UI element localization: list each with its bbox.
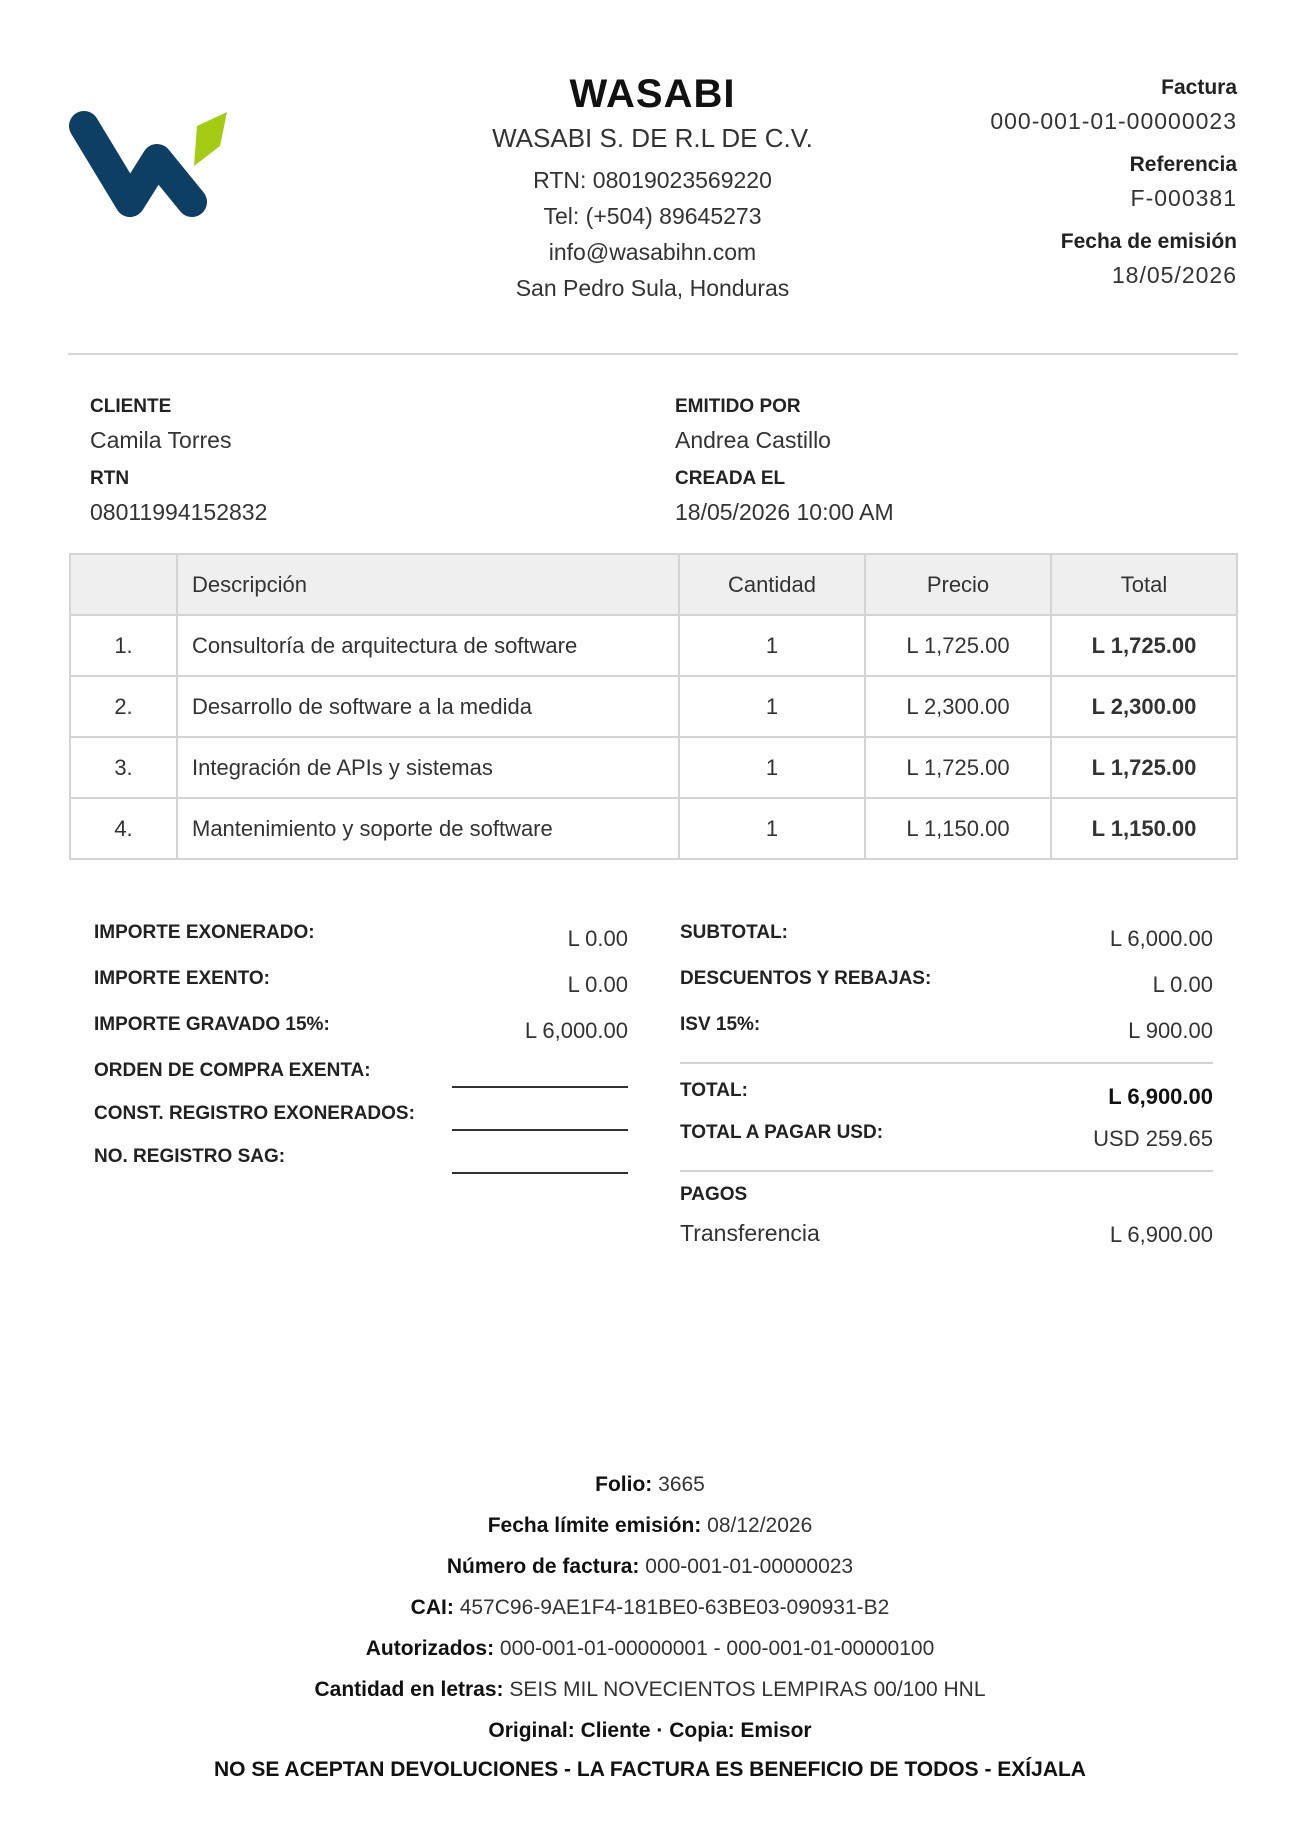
cantidad-letras-label: Cantidad en letras: [314,1678,504,1701]
referencia-value: F-000381 [1130,185,1237,211]
row-number: 3. [70,737,177,798]
total-row [680,1076,1213,1118]
cai-line [0,1587,1300,1628]
creada-value: 18/05/2026 10:00 AM [675,499,894,525]
client-rtn-value: 08011994152832 [90,499,268,525]
cai-value: 457C96-9AE1F4-181BE0-63BE03-090931-B2 [459,1596,890,1619]
client-block [90,396,590,540]
row-total: L 1,150.00 [1051,798,1237,859]
importe-exonerado-value: L 0.00 [567,926,628,951]
isv-label: ISV 15%: [680,1014,761,1035]
importe-gravado-value: L 6,000.00 [524,1018,628,1043]
header-total: Total [1051,554,1237,615]
row-total: L 1,725.00 [1051,737,1237,798]
row-description: Consultoría de arquitectura de software [177,615,679,676]
cliente-value: Camila Torres [90,427,232,453]
pagos-divider [680,1170,1213,1172]
payment-method: Transferencia [680,1220,820,1246]
header-divider [68,353,1238,355]
row-quantity: 1 [679,615,865,676]
wasabi-logo [62,104,232,224]
row-number: 4. [70,798,177,859]
company-rtn: RTN: 08019023569220 [533,167,772,193]
isv-value: L 900.00 [1128,1018,1213,1043]
autorizados-value: 000-001-01-00000001 - 000-001-01-00000100 [499,1637,935,1660]
numero-factura-line [0,1546,1300,1587]
invoice-footer [0,1464,1300,1789]
folio-label: Folio: [595,1473,653,1496]
registro-sag-label: NO. REGISTRO SAG: [94,1146,286,1167]
issuer-block [675,396,1175,540]
client-rtn-label: RTN [90,468,130,489]
header-descripcion: Descripción [177,554,679,615]
emitido-label: EMITIDO POR [675,396,801,417]
company-tel: Tel: (+504) 89645273 [543,203,762,229]
numero-factura-label: Número de factura: [446,1555,640,1578]
subtotal-value: L 6,000.00 [1109,926,1213,951]
row-description: Desarrollo de software a la medida [177,676,679,737]
payment-row [680,1220,1213,1256]
const-registro-blank-line [452,1129,628,1131]
row-total: L 1,725.00 [1051,615,1237,676]
row-price: L 2,300.00 [865,676,1051,737]
orden-compra-label: ORDEN DE COMPRA EXENTA: [94,1060,371,1081]
referencia-label: Referencia [1129,153,1237,176]
row-price: L 1,725.00 [865,615,1051,676]
fecha-limite-value: 08/12/2026 [707,1514,813,1537]
row-number: 1. [70,615,177,676]
importe-exonerado-label: IMPORTE EXONERADO: [94,922,315,943]
table-header-row [70,554,1237,615]
importe-exento-row [94,964,628,1010]
cai-label: CAI: [410,1596,454,1619]
total-usd-row [680,1118,1213,1164]
subtotal-label: SUBTOTAL: [680,922,789,943]
orden-compra-blank-line [452,1086,628,1088]
company-header [450,72,855,306]
totals-divider [680,1062,1213,1064]
company-email: info@wasabihn.com [548,239,757,265]
total-usd-label: TOTAL A PAGAR USD: [680,1122,884,1143]
invoice-meta [937,76,1237,307]
registro-sag-row [94,1142,628,1185]
total-value: L 6,900.00 [1108,1084,1213,1109]
header-cantidad: Cantidad [679,554,865,615]
invoice-totals [680,918,1213,1256]
const-registro-row [94,1099,628,1142]
importe-exonerado-row [94,918,628,964]
subtotal-row [680,918,1213,964]
importe-gravado-row [94,1010,628,1056]
factura-label: Factura [1161,76,1237,99]
total-label: TOTAL: [680,1080,748,1101]
cliente-label: CLIENTE [90,396,172,417]
row-number: 2. [70,676,177,737]
copies-line [0,1710,1300,1751]
header-no [70,554,177,615]
importe-exento-value: L 0.00 [567,972,628,997]
folio-value: 3665 [658,1473,705,1496]
emitido-value: Andrea Castillo [675,427,831,453]
row-description: Mantenimiento y soporte de software [177,798,679,859]
company-location: San Pedro Sula, Honduras [515,275,790,301]
table-row [70,676,1237,737]
row-total: L 2,300.00 [1051,676,1237,737]
autorizados-label: Autorizados: [365,1637,495,1660]
fecha-limite-line [0,1505,1300,1546]
pagos-label: PAGOS [680,1184,748,1205]
table-row [70,737,1237,798]
table-row [70,615,1237,676]
fecha-limite-label: Fecha límite emisión: [487,1514,702,1537]
tax-breakdown [94,918,628,1185]
descuentos-value: L 0.00 [1152,972,1213,997]
payment-amount: L 6,900.00 [1109,1222,1213,1247]
row-description: Integración de APIs y sistemas [177,737,679,798]
header-precio: Precio [865,554,1051,615]
descuentos-label: DESCUENTOS Y REBAJAS: [680,968,932,989]
cantidad-letras-value: SEIS MIL NOVECIENTOS LEMPIRAS 00/100 HNL [509,1678,986,1701]
company-legal-name: WASABI S. DE R.L DE C.V. [492,123,813,153]
table-row [70,798,1237,859]
orden-compra-row [94,1056,628,1099]
importe-exento-label: IMPORTE EXENTO: [94,968,270,989]
total-usd-value: USD 259.65 [1093,1126,1213,1151]
row-quantity: 1 [679,676,865,737]
cantidad-letras-line [0,1669,1300,1710]
fecha-emision-label: Fecha de emisión [1060,230,1237,253]
autorizados-line [0,1628,1300,1669]
row-price: L 1,150.00 [865,798,1051,859]
row-quantity: 1 [679,737,865,798]
numero-factura-value: 000-001-01-00000023 [645,1555,854,1578]
descuentos-row [680,964,1213,1010]
const-registro-label: CONST. REGISTRO EXONERADOS: [94,1103,415,1124]
company-brand: WASABI [569,72,736,116]
folio-line [0,1464,1300,1505]
creada-label: CREADA EL [675,468,786,489]
copies-text: Original: Cliente · Copia: Emisor [488,1719,812,1742]
registro-sag-blank-line [452,1172,628,1174]
isv-row [680,1010,1213,1056]
factura-value: 000-001-01-00000023 [990,108,1237,134]
importe-gravado-label: IMPORTE GRAVADO 15%: [94,1014,330,1035]
fecha-emision-value: 18/05/2026 [1111,262,1237,288]
items-table [69,553,1238,860]
legal-notice: NO SE ACEPTAN DEVOLUCIONES - LA FACTURA ES BENEFICIO DE TODOS - EXÍJALA [214,1758,1086,1781]
row-quantity: 1 [679,798,865,859]
row-price: L 1,725.00 [865,737,1051,798]
